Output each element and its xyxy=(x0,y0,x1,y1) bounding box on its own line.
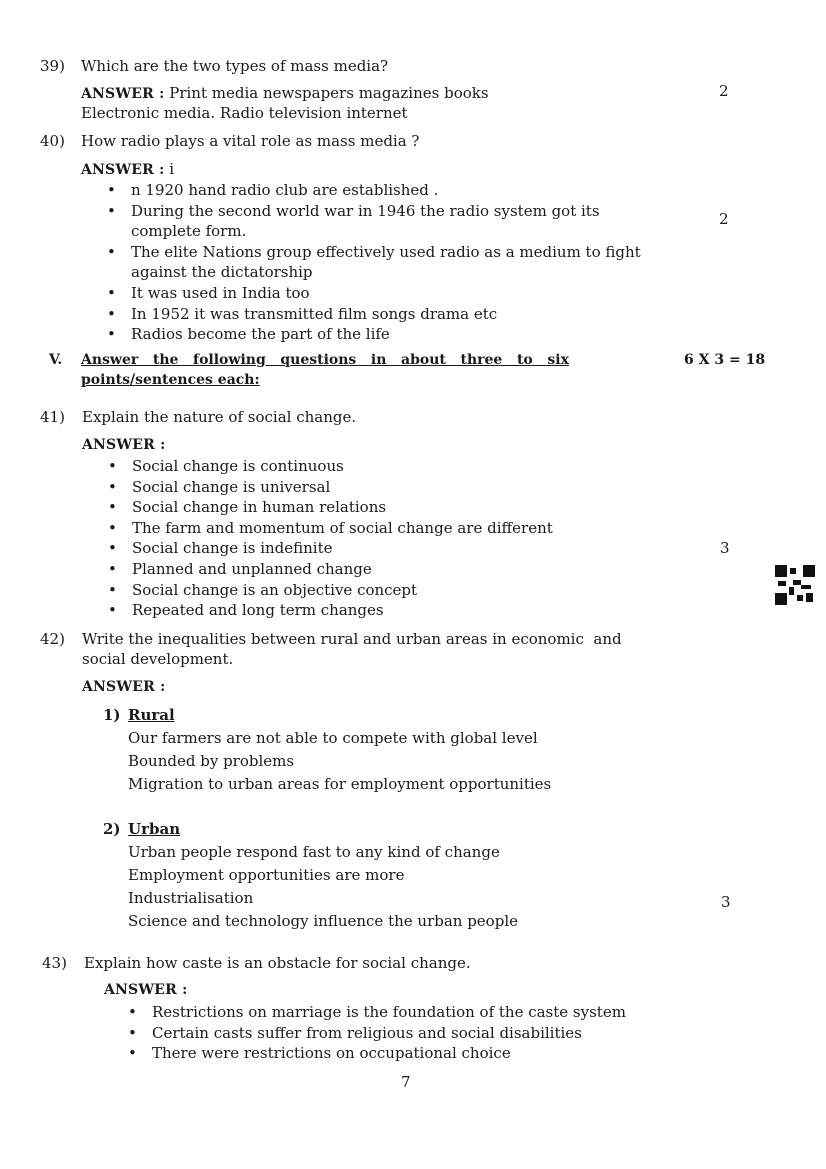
list-item: • There were restrictions on occupational choice xyxy=(128,1043,626,1064)
answer-suffix: i xyxy=(169,160,175,178)
question-40-marks: 2 xyxy=(719,210,729,228)
urban-heading-number: 2) xyxy=(103,820,121,838)
qr-code-icon xyxy=(775,565,815,605)
section-instruction-line-1: Answer the following questions in about three to six xyxy=(81,352,569,368)
list-item: • Certain casts suffer from religious and social disabilities xyxy=(128,1023,626,1044)
question-39-number: 39) xyxy=(40,57,65,75)
list-item: Urban people respond fast to any kind of change xyxy=(128,843,500,861)
list-item: • Restrictions on marriage is the foundation of the caste system xyxy=(128,1002,626,1023)
list-item: • Planned and unplanned change xyxy=(108,559,553,580)
question-42-number: 42) xyxy=(40,630,65,648)
list-item: Employment opportunities are more xyxy=(128,866,405,884)
section-instruction-line-2: points/sentences each: xyxy=(81,372,260,388)
question-41-bullets xyxy=(108,456,553,621)
list-item: • n 1920 hand radio club are established . xyxy=(107,180,641,201)
list-item: Bounded by problems xyxy=(128,752,295,770)
list-item: Our farmers are not able to compete with global level xyxy=(128,729,538,747)
list-item-continuation: against the dictatorship xyxy=(131,263,313,282)
rural-heading: Rural xyxy=(128,706,175,724)
section-marks: 6 X 3 = 18 xyxy=(684,352,766,368)
list-item: • Social change in human relations xyxy=(108,497,553,518)
list-item: • During the second world war in 1946 the radio system got its xyxy=(107,201,641,222)
list-item-continuation: complete form. xyxy=(131,222,247,241)
list-item: • The farm and momentum of social change are different xyxy=(108,518,553,539)
question-42-text-line-1: Write the inequalities between rural and urban areas in economic and xyxy=(82,630,622,648)
question-43-number: 43) xyxy=(42,954,67,972)
question-41-number: 41) xyxy=(40,408,65,426)
question-41-text: Explain the nature of social change. xyxy=(82,408,357,426)
urban-heading: Urban xyxy=(128,820,181,838)
page-number: 7 xyxy=(401,1073,411,1091)
question-41-marks: 3 xyxy=(720,539,730,557)
list-item: • Social change is an objective concept xyxy=(108,580,553,601)
question-40-bullets xyxy=(107,180,641,345)
question-42-answer-label: ANSWER : xyxy=(82,679,166,695)
answer-label: ANSWER : xyxy=(81,162,165,178)
list-item: • In 1952 it was transmitted film songs drama etc xyxy=(107,304,641,325)
section-roman: V. xyxy=(49,352,63,368)
question-40-answer-label-row xyxy=(81,160,174,178)
question-39-text: Which are the two types of mass media? xyxy=(81,57,389,75)
question-42-marks: 3 xyxy=(721,893,731,911)
list-item: • Social change is universal xyxy=(108,477,553,498)
question-43-text: Explain how caste is an obstacle for social change. xyxy=(84,954,471,972)
question-43-answer-label: ANSWER : xyxy=(104,982,188,998)
urban-lines xyxy=(128,841,518,933)
question-42-text-line-2: social development. xyxy=(82,650,234,668)
question-43-bullets xyxy=(128,1002,626,1064)
question-39-answer-line-1 xyxy=(81,84,489,102)
question-39-marks: 2 xyxy=(719,82,729,100)
list-item: Migration to urban areas for employment opportunities xyxy=(128,775,552,793)
question-40-number: 40) xyxy=(40,132,65,150)
list-item: • Social change is indefinite xyxy=(108,538,553,559)
rural-heading-number: 1) xyxy=(103,706,121,724)
question-40-text: How radio plays a vital role as mass media ? xyxy=(81,132,420,150)
list-item: • The elite Nations group effectively used radio as a medium to fight xyxy=(107,242,641,263)
answer-text: Print media newspapers magazines books xyxy=(169,84,489,102)
answer-label: ANSWER : xyxy=(81,86,165,102)
question-39-answer-line-2: Electronic media. Radio television internet xyxy=(81,104,408,122)
list-item: • Social change is continuous xyxy=(108,456,553,477)
list-item: • Radios become the part of the life xyxy=(107,324,641,345)
list-item: Industrialisation xyxy=(128,889,254,907)
list-item: Science and technology influence the urban people xyxy=(128,912,518,930)
rural-lines xyxy=(128,727,551,796)
list-item: • Repeated and long term changes xyxy=(108,600,553,621)
list-item: • It was used in India too xyxy=(107,283,641,304)
question-41-answer-label: ANSWER : xyxy=(82,437,166,453)
